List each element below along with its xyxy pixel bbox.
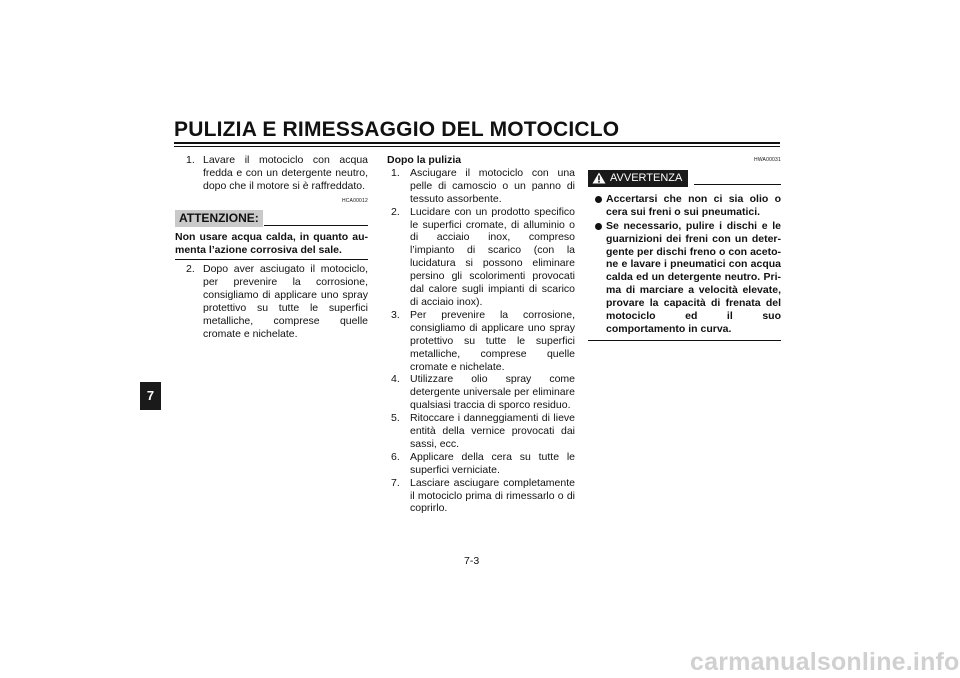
step-text: Lucidare con un prodotto specifico le superfici cromate, di alluminio o di acciaio inox, compreso l’impianto di scarico (con la lucidatura si possono eliminare persino gli scolorimenti provocati dal calore sugli impianti di scarico di acciaio inox). <box>410 205 575 308</box>
bullet-icon <box>595 223 602 230</box>
warning-bullet <box>593 193 781 219</box>
warning-bottom-rule <box>588 340 781 341</box>
list-item <box>387 412 575 451</box>
step-number: 2. <box>391 205 400 218</box>
step-number: 6. <box>391 450 400 463</box>
step-number: 2. <box>186 263 195 276</box>
bullet-text: Accertarsi che non ci sia olio o cera sui freni o sui pneumatici. <box>606 192 781 218</box>
caution-code: HCA00012 <box>341 197 368 204</box>
caution-bottom-rule <box>175 259 368 260</box>
step-1 <box>180 154 368 193</box>
step-text: Asciugare il motociclo con una pelle di camoscio o un panno di tessuto assorbente. <box>410 166 575 205</box>
page-number: 7-3 <box>464 555 480 567</box>
warning-label-box <box>588 170 688 187</box>
warning-bullet <box>593 220 781 336</box>
step-number: 1. <box>186 154 195 166</box>
list-item <box>387 309 575 374</box>
page-title: PULIZIA E RIMESSAGGIO DEL MOTOCICLO <box>174 118 620 141</box>
column-1 <box>175 154 368 341</box>
warning-triangle-icon <box>592 172 606 184</box>
column-2 <box>387 154 575 515</box>
title-rule <box>174 142 780 144</box>
step-number: 7. <box>391 476 400 489</box>
caution-text: Non usare acqua calda, in quanto aumenta l’azione corrosiva del sale. <box>175 230 368 256</box>
bullet-text: Se necessario, pulire i dischi e le guarnizioni dei freni con un detergente per dischi freno o con acetone e lavare i pneumatici con acqua calda ed un detergente neutro. Prima di marciare a velocità elevate, provare la capacità di frenata del motociclo ed il suo comportamento in curva. <box>606 219 781 335</box>
step-2 <box>180 263 368 340</box>
step-number: 4. <box>391 373 400 386</box>
warning-label: AVVERTENZA <box>610 171 683 184</box>
caution-header-rule <box>264 225 368 226</box>
step-text: Per prevenire la corrosione, consigliamo di applicare uno spray protettivo su tutte le superfici metalliche, comprese quelle cromate e nichelate. <box>410 308 575 373</box>
list-item <box>387 206 575 309</box>
step-number: 5. <box>391 412 400 425</box>
step-text: Lasciare asciugare completamente il motociclo prima di rimessarlo o di coprirlo. <box>410 476 575 515</box>
title-rule-thin <box>174 146 780 147</box>
step-number: 3. <box>391 308 400 321</box>
list-item <box>387 167 575 206</box>
step-text: Lavare il motociclo con acqua fredda e con un detergente neutro, dopo che il motore si è raffreddato. <box>203 154 368 192</box>
step-text: Dopo aver asciugato il motociclo, per prevenire la corrosione, consigliamo di applicare uno spray protettivo su tutte le superfici metalliche, comprese quelle cromate e nichelate. <box>203 263 368 340</box>
caution-label: ATTENZIONE: <box>175 210 263 227</box>
warning-header-rule <box>694 184 781 185</box>
step-text: Ritoccare i danneggiamenti di lieve entità della vernice provocati dai sassi, ecc. <box>410 412 575 450</box>
step-text: Utilizzare olio spray come detergente universale per eliminare qualsiasi traccia di sporco residuo. <box>410 373 575 412</box>
warning-header <box>593 170 781 188</box>
step-text: Applicare della cera su tutte le superfici verniciate. <box>410 450 575 476</box>
list-item <box>387 373 575 412</box>
warning-code: HWA00031 <box>754 157 781 163</box>
column-3 <box>593 154 781 341</box>
chapter-tab: 7 <box>140 382 161 410</box>
watermark: carmanualsonline.info <box>690 648 960 676</box>
step-number: 1. <box>391 166 400 179</box>
list-item <box>387 451 575 477</box>
list-item <box>387 477 575 516</box>
section-heading: Dopo la pulizia <box>387 154 462 166</box>
caution-header <box>180 210 368 228</box>
bullet-icon <box>595 196 602 203</box>
